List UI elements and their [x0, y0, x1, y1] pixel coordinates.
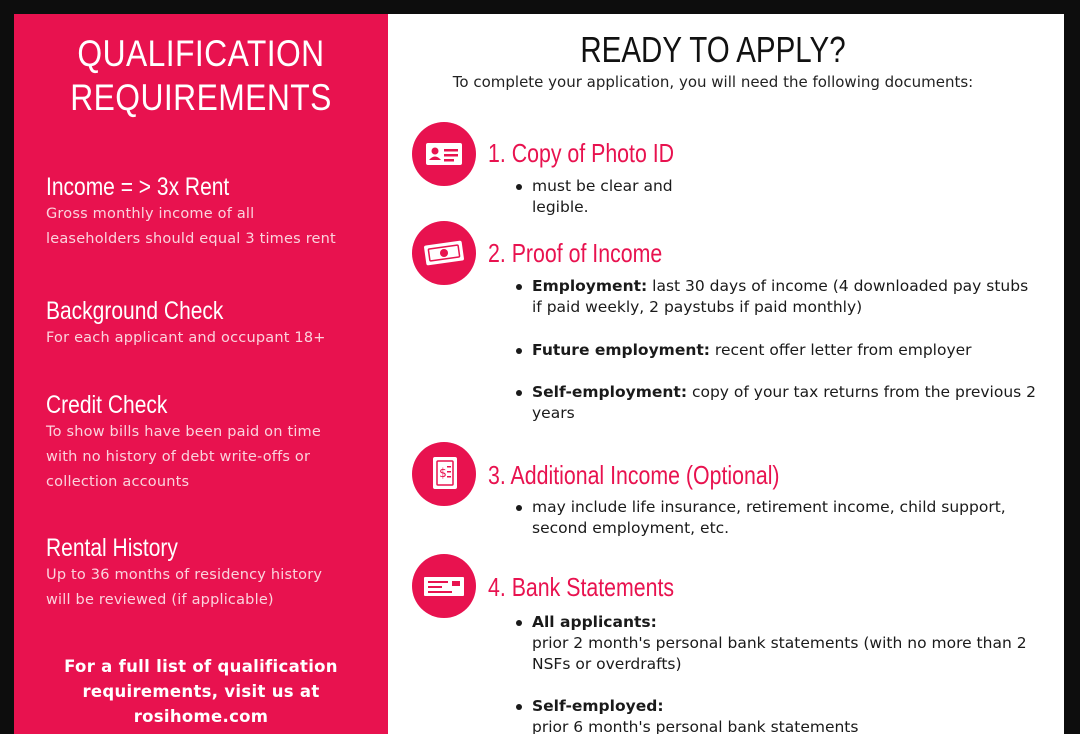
section-heading-bank-statements: 4. Bank Statements [488, 572, 675, 602]
svg-text:$: $ [439, 466, 447, 480]
requirement-description: To show bills have been paid on time with no history of debt write-offs or collection accounts [46, 424, 322, 490]
section-heading-photo-id: 1. Copy of Photo ID [488, 138, 675, 168]
requirement-credit-check [46, 390, 376, 495]
document-icon [412, 442, 476, 506]
additional-income-bullets [514, 497, 1044, 539]
flyer-page [14, 14, 1064, 734]
list-item: must be clear and legible. [514, 176, 1034, 218]
bank-statements-bullets [514, 612, 1044, 675]
list-item: may include life insurance, retirement income, child support, second employment, etc. [514, 497, 1044, 539]
bank-check-icon [412, 554, 476, 618]
section-heading-additional-income: 3. Additional Income (Optional) [488, 460, 780, 490]
website-footer: For a full list of qualification requirements, visit us at rosihome.com [14, 654, 388, 729]
id-card-icon [412, 122, 476, 186]
requirement-income [46, 172, 376, 252]
proof-of-income-bullets [514, 340, 1044, 361]
list-item: Self-employment: copy of your tax returns from the previous 2 years [514, 382, 1044, 424]
proof-of-income-bullets [514, 276, 1044, 318]
list-item: Future employment: recent offer letter from employer [514, 340, 1044, 361]
requirement-description: Gross monthly income of all leaseholders should equal 3 times rent [46, 206, 336, 247]
requirement-description: Up to 36 months of residency history will be reviewed (if applicable) [46, 567, 323, 608]
requirement-heading: Background Check [46, 297, 224, 325]
money-icon [412, 221, 476, 285]
list-item: Self-employed: prior 6 month's personal bank statements [514, 696, 1044, 734]
list-item: All applicants: prior 2 month's personal bank statements (with no more than 2 NSFs or overdrafts) [514, 612, 1044, 675]
requirement-description: For each applicant and occupant 18+ [46, 330, 326, 346]
apply-subtitle: To complete your application, you will need the following documents: [452, 73, 974, 91]
section-heading-proof-of-income: 2. Proof of Income [488, 238, 663, 268]
requirement-heading: Rental History [46, 534, 178, 562]
requirement-heading: Income = > 3x Rent [46, 173, 230, 201]
apply-title: READY TO APPLY? [580, 29, 846, 70]
qualification-title: QUALIFICATION REQUIREMENTS [70, 33, 332, 118]
website-link[interactable]: rosihome.com [133, 707, 269, 726]
photo-id-bullets [514, 176, 1034, 218]
list-item: Employment: last 30 days of income (4 downloaded pay stubs if paid weekly, 2 paystubs if paid monthly) [514, 276, 1044, 318]
proof-of-income-bullets [514, 382, 1044, 424]
apply-panel [388, 14, 1064, 734]
qualification-panel [14, 14, 388, 734]
requirement-heading: Credit Check [46, 391, 168, 419]
requirement-rental-history [46, 533, 376, 613]
requirement-background-check [46, 296, 376, 351]
bank-statements-bullets [514, 696, 1044, 734]
